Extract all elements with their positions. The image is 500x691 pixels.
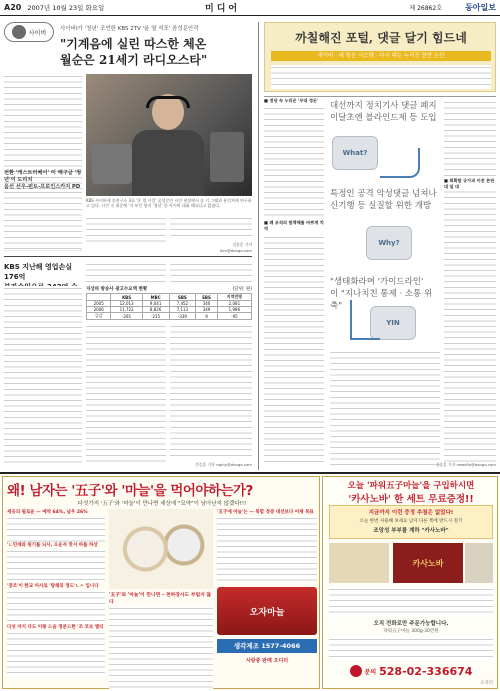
- pull-quote-2-line1: 특정인 공격 악성댓글 넘쳐나: [330, 189, 437, 199]
- yin-icon-label: YIN: [386, 319, 400, 327]
- table-cell: 1,986: [217, 307, 251, 313]
- phone-label: 문의: [364, 668, 377, 676]
- pull-quote-2: [330, 188, 440, 212]
- article1-byline: 김종운 기자 kim@donga.com: [220, 242, 252, 253]
- article3-byline: 김종훈 기자 newsfix@donga.com: [435, 462, 496, 467]
- photo-caption: KBS 사이버캐 송연구소 3호 '운 열 사일' 음성문안 시안 현장에서 송 키 그램과 용인처에 연구하고 있다. 시안 속 위문에 '자 보인 양지 '청년' 한 사이버 대화 해요다고 밝혔다.: [86, 198, 252, 209]
- article3-intro: [271, 65, 491, 89]
- article2-body-col3-top: [170, 262, 252, 282]
- table-header-cell: MBC: [142, 294, 169, 301]
- table-cell: 7,452: [169, 301, 196, 307]
- ad2-title-line1: 오늘 '파워五子마늘'을 구입하시면: [347, 481, 475, 491]
- table-cell: -291: [111, 313, 142, 320]
- ad2-lower-title: 오직 전화로만 주문가능합니다.: [373, 621, 449, 627]
- article1-title-line2: 월순은 21세기 라디오스타": [60, 53, 208, 67]
- why-icon-label: Why?: [378, 239, 400, 247]
- pull-quote-1-line2: 이달초엔 블라인드제 등 도입: [330, 113, 437, 123]
- article3-sub2: ■ 왜 조직의 합책해를 바쁘게 치역: [264, 220, 324, 231]
- article2-body-col3: [170, 324, 252, 460]
- article2-body-col2: [86, 324, 166, 466]
- person-body: [132, 130, 204, 196]
- ad-cta: 사랑중 판매 오디터: [245, 658, 289, 664]
- couple-photo: [329, 543, 389, 583]
- ad-col-left-heading: 다섯 자지 다도 이왕 드음 정분드한 '조 코보 엘티: [7, 625, 104, 630]
- table-cell: -339: [169, 313, 196, 320]
- article2-body-col2-top: [86, 262, 166, 282]
- table-cell: 340: [196, 301, 218, 307]
- pull-quote-1-line1: 대선까지 정치기사 댓글 폐지: [330, 101, 437, 111]
- article2-byline: 전승훈 기자 raphy@donga.com: [195, 462, 252, 467]
- article1-subhead-line2: 음선 선우-펀트-프로인스카지 PD: [4, 184, 81, 190]
- article2-headline-line1: KBS 지난해 영업손실 176억: [4, 263, 73, 281]
- studio-equipment: [92, 144, 132, 184]
- article3-title: 까칠해진 포털, 댓글 달기 힘드네: [295, 31, 467, 45]
- article3-body-col2: [330, 350, 440, 466]
- logo-text: 사이버: [28, 29, 47, 37]
- table-cell: 11,722: [111, 307, 142, 313]
- ad-col-mid-text: [109, 606, 213, 690]
- ad2-promo-line3: 조앙성 부부를 계하 "카사노바": [373, 528, 449, 534]
- table-unit: (단위: 원): [232, 287, 252, 292]
- pointing-hand-icon: [380, 148, 420, 178]
- table-cell: 2006: [87, 307, 111, 313]
- article3-body-col1: [264, 106, 324, 466]
- why-question-icon: [366, 226, 412, 260]
- casanova-ad: [322, 476, 498, 689]
- ad-col-left-text: [7, 590, 105, 624]
- article1-body-col1b: [4, 190, 82, 250]
- table-cell: 2005: [87, 301, 111, 307]
- what-question-icon: [332, 136, 378, 170]
- table-title: [86, 286, 252, 292]
- ad2-brand: 오자리: [479, 681, 493, 686]
- pull-quote-3-line2: 이 "지나치친 통제 · 소통 위축": [330, 289, 433, 311]
- ad-col-left-text: [7, 516, 105, 542]
- article1-body-col2: [86, 216, 166, 246]
- table-cell: 349: [196, 307, 218, 313]
- pull-quote-3-line1: "생태화라며 '가이드라인': [330, 277, 424, 287]
- ad2-promo-box: [329, 505, 493, 539]
- ad-col-left-heading: 'ㄴ민데와 원기를 뇌사, 오운자 맛서 바를 하상: [7, 543, 98, 548]
- garlic-ad: [2, 476, 320, 689]
- article1-subhead-line1: 전환 '캐스트러베이' 미 해구금 '청년'이 도리치: [4, 170, 82, 183]
- table-cell: -215: [142, 313, 169, 320]
- article1-body-col3: [170, 216, 252, 240]
- order-phone-banner[interactable]: 생각제조 1577-4066: [217, 639, 317, 653]
- ad2-title-line2: '카사노바' 한 세트 무료증정!!: [348, 494, 474, 505]
- issue-date: 2007년 10월 23일 화요일: [27, 4, 105, 12]
- article3-sub1: ■ 정당 속 누리꾼 '무대 정돈': [264, 98, 319, 103]
- gift-side-image: [465, 543, 493, 583]
- ad-subline: 다섯가지 '五子'와 '마늘'이 만나면 세상에 "묘약"이 남아난지 않겠다!!!: [77, 501, 247, 507]
- ad2-body-text: [329, 587, 493, 617]
- pull-quote-2-line2: 신기행 등 실질할 위한 개방: [330, 201, 432, 211]
- article2-body-col1: [4, 286, 82, 466]
- newspaper-logo: 동아일보: [465, 3, 496, 12]
- ad2-lower-sub: 파워五子마늘 300g·30만원: [383, 629, 439, 634]
- phone-number: 528-02-336674: [379, 664, 473, 678]
- ad-col-left-text: [7, 549, 105, 583]
- ad-col-mid-heading: '五子'와 '마늘'이 만나면 – 천하장사도 부럽지 않다: [109, 593, 212, 605]
- article3-header-box: [264, 22, 496, 92]
- ad2-promo-line2: 오늘 한번 사용해 보세요 남자 다른 쪽에 반드시 걸기: [359, 519, 463, 524]
- article1-title-line1: "기계음에 실린 따스한 체온: [60, 37, 207, 51]
- article3-lead: 새이버 · 네 항은 시스템 · 다시 대는 누리꾼 찬반 논란: [271, 51, 491, 61]
- column-divider: [258, 22, 259, 470]
- table-cell: 9,041: [142, 301, 169, 307]
- section-name: 미디어: [205, 4, 241, 14]
- table-cell: 2,081: [217, 301, 251, 307]
- product-name: 오자마늘: [249, 607, 285, 618]
- article3-body-col3: [444, 100, 496, 462]
- ad-col-left-heading: 세웅의 필로운 — 예약 64%, 남우 26%: [7, 510, 88, 515]
- ad-col-mid: [109, 591, 213, 690]
- table-header-cell: KBS: [111, 294, 142, 301]
- table-cell: 12,013: [111, 301, 142, 307]
- table-header-cell: 지역민방: [217, 294, 251, 301]
- headphones-icon: [146, 96, 190, 108]
- page-number: A20: [4, 3, 22, 12]
- table-row: [87, 313, 252, 320]
- table-title-text: 지상파 방송사 광고수요액 현황: [86, 287, 148, 292]
- logo-mark-icon: [12, 25, 26, 39]
- what-icon-label: What?: [342, 149, 368, 157]
- article1-title: [60, 36, 255, 68]
- table-header-cell: EBS: [196, 294, 218, 301]
- studio-photo: [86, 74, 252, 196]
- table-cell: 9: [196, 313, 218, 320]
- garlic-photo: [109, 509, 213, 589]
- ad-col-right: [217, 509, 317, 582]
- pull-quote-1: [330, 100, 440, 124]
- divider-line: [264, 96, 496, 97]
- ad-revenue-table: [86, 293, 252, 320]
- ad-col-right-heading: '五子에 마늘'는 — 복합 정증 대선보다 어제 목표: [217, 510, 314, 515]
- table-cell: 7,113: [169, 307, 196, 313]
- divider-line: [4, 256, 252, 257]
- article1-kicker: 사이버Ⅰ가 '청년' 조언한 KBS 2TV '윤 열 석포' 음성문안작: [60, 26, 199, 32]
- table-header-cell: SBS: [169, 294, 196, 301]
- ad-col-right-text: [217, 516, 317, 582]
- table-header-row: [87, 294, 252, 301]
- table-header-cell: [87, 294, 111, 301]
- ad2-fine-print: [329, 637, 493, 659]
- gift-box-image: [393, 543, 463, 583]
- ad-col-left-heading: '장조'이 한교 미사로 '탕해의 정도'ㄴㅅ 입니다: [7, 584, 99, 589]
- cyber-logo: [4, 22, 54, 42]
- table-cell: 증감: [87, 313, 111, 320]
- ad-col-left: [7, 509, 105, 677]
- issue-number: 제 26862호: [409, 5, 442, 12]
- ad2-phone-number[interactable]: [329, 663, 493, 679]
- table-cell: -95: [217, 313, 251, 320]
- pointing-finger-icon: [350, 300, 380, 340]
- page-header: [0, 0, 500, 16]
- table-cell: 8,826: [142, 307, 169, 313]
- ad2-promo-line1: 지금까지 이런 증정 추첨은 없었다!: [368, 510, 454, 516]
- product-box-image: [217, 587, 317, 635]
- ad-headline: 왜! 남자는 '五子'와 '마늘'을 먹어야하는가?: [7, 483, 253, 499]
- article3-sub3: ■ 희확할 규가과 이전 본판대 일 대: [444, 178, 495, 189]
- phone-icon: [350, 665, 362, 677]
- gift-name: 카사노바: [412, 558, 444, 568]
- ad-col-left-text: [7, 631, 105, 677]
- ad-divider: [0, 472, 500, 474]
- microphone-stand: [210, 132, 244, 182]
